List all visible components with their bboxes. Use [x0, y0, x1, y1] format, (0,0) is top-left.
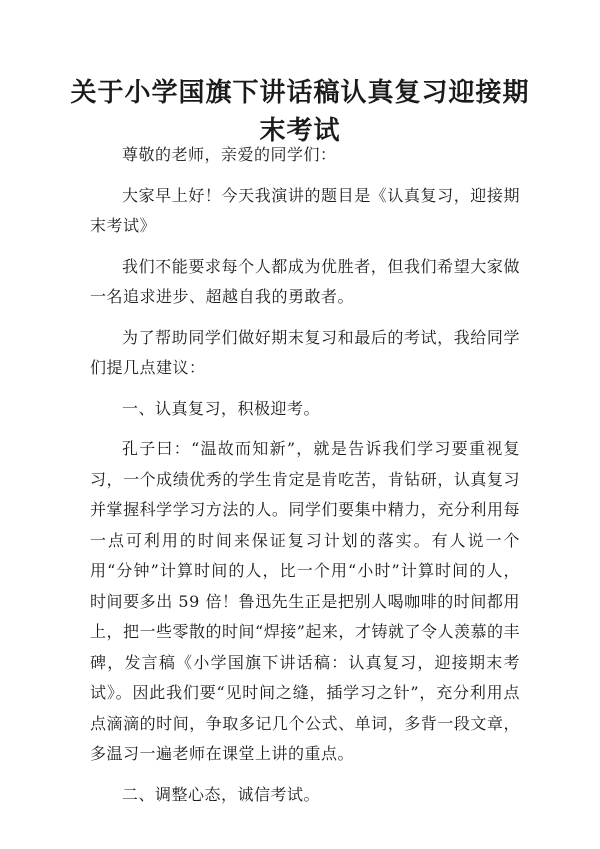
section-heading-2: 二、调整心态，诚信考试。 — [122, 784, 321, 804]
paragraph-greeting: 尊敬的老师，亲爱的同学们： — [122, 145, 337, 164]
paragraph-review-advice: 孔子曰：“温故而知新”，就是告诉我们学习要重视复习，一个成绩优秀的学生肯定是肯吃苦，肯钻研，认真复习并掌握科学学习方法的人。同学们要集中精力，充分利用每一点可利用的时间来保证复习计划的落实。有人说一个用“分钟”计算时间的人，比一个用“小时”计算时间的人，时间要多出 59 倍！鲁迅先生正是把别人喝咖啡的时间都用上，把一些零散的时间“焊接”起来，才铸就了令人羡慕的丰碑，发言稿《小学国旗下讲话稿：认真复习，迎接期末考试》。因此我们要“见时间之缝，插学习之针”，充分利用点点滴滴的时间，争取多记几个公式、单词，多背一段文章，多温习一遍老师在课堂上讲的重点。 — [90, 439, 520, 763]
document-body — [90, 140, 520, 820]
paragraph-suggestions-intro: 为了帮助同学们做好期末复习和最后的考试，我给同学们提几点建议： — [90, 327, 520, 377]
section-heading-1: 一、认真复习，积极迎考。 — [122, 398, 321, 418]
document-title: 关于小学国旗下讲话稿认真复习迎接期末考试 — [70, 78, 530, 146]
paragraph-intro: 大家早上好！今天我演讲的题目是《认真复习，迎接期末考试》 — [90, 185, 520, 235]
paragraph-hope: 我们不能要求每个人都成为优胜者，但我们希望大家做一名追求进步、超越自我的勇敢者。 — [90, 256, 520, 306]
